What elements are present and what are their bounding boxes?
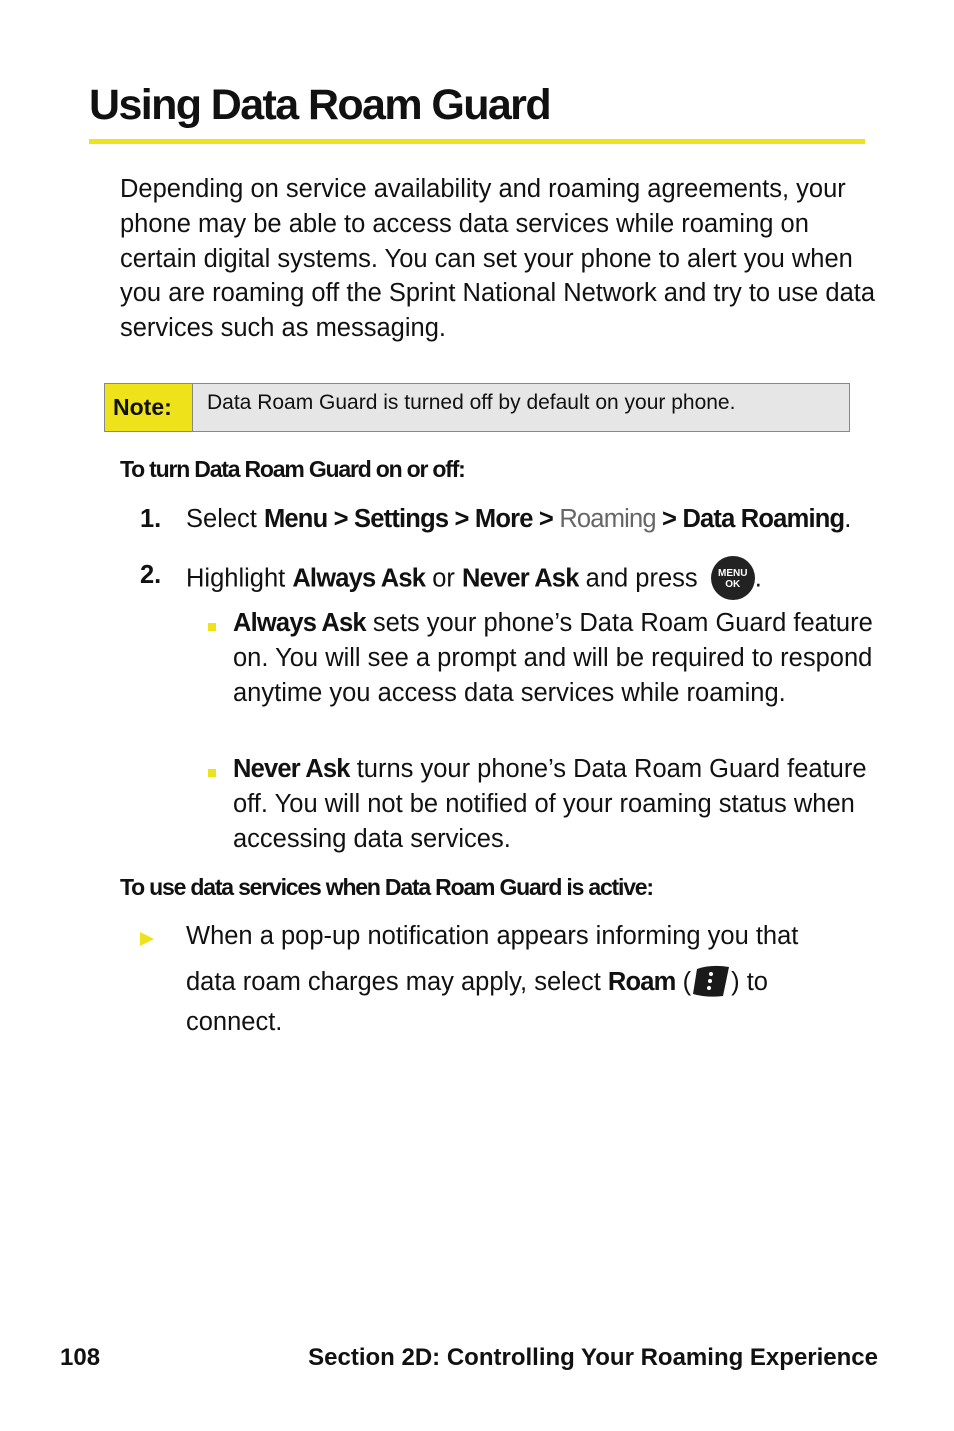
step-2-or: or (425, 564, 462, 593)
step-2-press: and press (578, 564, 705, 593)
menu-path-data-roaming: Data Roaming (682, 505, 845, 533)
step-2-text (186, 558, 762, 602)
step-2-highlight: Highlight (186, 564, 293, 593)
step-2-number: 2. (140, 561, 162, 589)
arrow-bullet-icon (140, 932, 154, 946)
title-underline (89, 139, 865, 144)
instruction-line-3: connect. (186, 1008, 283, 1037)
note-text: Data Roam Guard is turned off by default on your phone. (207, 391, 736, 414)
note-label: Note: (105, 384, 193, 431)
bullet-2-text: turns your phone’s Data Roam Guard feature off. You will not be notified of your roaming status when accessing data services. (233, 755, 867, 853)
menu-path-settings: Settings (354, 505, 449, 533)
instruction-line-2 (186, 965, 876, 1001)
bullet-1-bold: Always Ask (233, 609, 366, 637)
step-1-number: 1. (140, 505, 162, 533)
section2-heading: To use data services when Data Roam Guard is active: (120, 874, 653, 900)
path-separator: > (327, 505, 355, 533)
bullet-square-icon (208, 623, 216, 631)
menu-path-more: More (474, 505, 533, 533)
intro-paragraph: Depending on service availability and roaming agreements, your phone may be able to access data services while roaming on certain digital systems. You can set your phone to alert you when you are roaming off the Sprint National Network and try to use data services such as messaging. (120, 175, 876, 343)
section2-instruction (186, 919, 876, 1039)
menu-path-menu: Menu (263, 505, 328, 533)
bullet-never-ask (233, 752, 873, 857)
step-1-select: Select (186, 505, 264, 533)
menu-ok-key-icon (711, 556, 755, 600)
bullet-square-icon (208, 769, 216, 777)
bullet-2-bold: Never Ask (233, 755, 350, 783)
menu-key-bottom: OK (725, 579, 741, 590)
softkey-icon (691, 963, 731, 999)
section1-heading: To turn Data Roam Guard on or off: (120, 456, 465, 482)
option-always-ask: Always Ask (292, 564, 426, 593)
instruction-line-1: When a pop-up notification appears informing you that (186, 922, 799, 950)
note-box (104, 383, 850, 432)
page-number: 108 (60, 1344, 101, 1371)
bullet-1-text: sets your phone’s Data Roam Guard feature on. You will see a prompt and will be required to respond anytime you access data services while roaming. (233, 609, 873, 707)
open-paren: ( (675, 968, 692, 996)
section-footer: Section 2D: Controlling Your Roaming Experience (308, 1344, 878, 1371)
step-1-text (186, 502, 851, 536)
path-separator: > (532, 505, 560, 533)
menu-path-roaming: Roaming (559, 505, 656, 533)
close-paren: ) to (731, 968, 768, 996)
page-title: Using Data Roam Guard (89, 81, 550, 129)
step-1-end: . (844, 505, 852, 533)
bullet-always-ask (233, 606, 873, 711)
option-never-ask: Never Ask (461, 564, 579, 593)
path-separator: > (448, 505, 475, 533)
path-separator: > (655, 505, 683, 533)
instruction-line-2-pre: data roam charges may apply, select (186, 968, 608, 996)
menu-key-top: MENU (718, 568, 748, 579)
roam-option: Roam (607, 968, 676, 996)
step-2-end: . (754, 564, 762, 593)
